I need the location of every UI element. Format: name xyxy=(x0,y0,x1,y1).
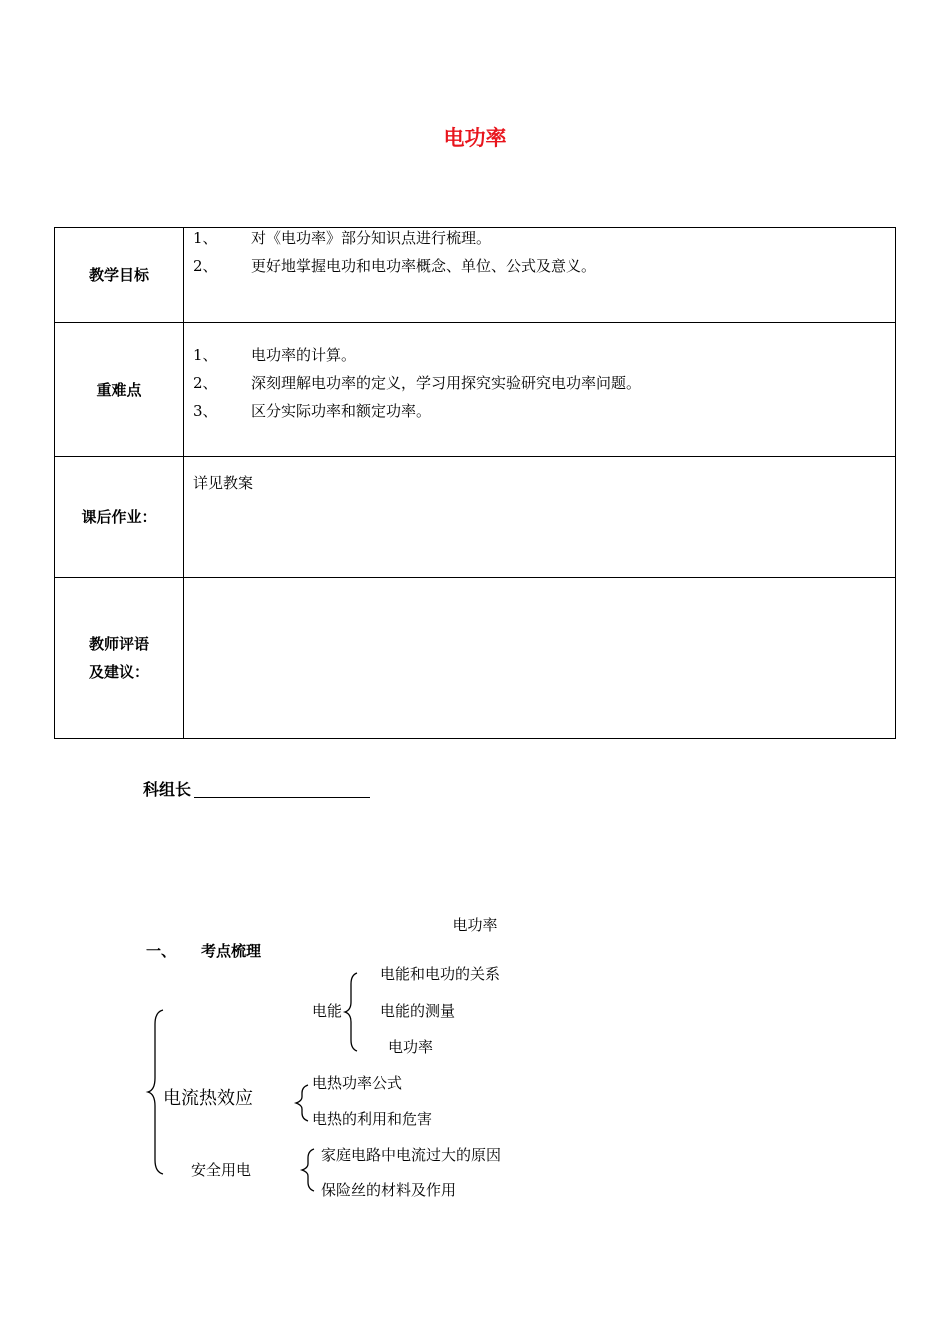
item-number: 3、 xyxy=(193,402,218,420)
brace-anquan xyxy=(302,1149,314,1191)
brace-root xyxy=(148,1010,163,1174)
item-text: 更好地掌握电功和电功率概念、单位、公式及意义。 xyxy=(251,257,597,275)
item-text: 区分实际功率和额定功率。 xyxy=(251,402,432,420)
item-number: 1、 xyxy=(193,229,218,247)
outline-root: 电流热效应 xyxy=(163,1088,253,1109)
item-number: 2、 xyxy=(193,257,218,275)
outline-item: 家庭电路中电流过大的原因 xyxy=(321,1146,502,1164)
item-number: 1、 xyxy=(193,346,218,364)
outline-node-anquan: 安全用电 xyxy=(191,1161,252,1179)
brace-dianre xyxy=(296,1085,308,1121)
outline-item: 电热的利用和危害 xyxy=(312,1110,433,1128)
subtitle: 电功率 xyxy=(452,916,498,934)
homework-text: 详见教案 xyxy=(193,474,254,492)
row-label-goals: 教学目标 xyxy=(55,228,184,323)
section-number: 一、 xyxy=(146,942,177,960)
outline-node-dianneng: 电能 xyxy=(312,1002,343,1020)
brace-dianneng xyxy=(345,973,357,1051)
outline-item: 电热功率公式 xyxy=(312,1074,403,1092)
outline-item: 电功率 xyxy=(388,1038,434,1056)
outline-item: 保险丝的材料及作用 xyxy=(321,1181,457,1199)
label-line: 教师评语 xyxy=(88,635,149,653)
outline-item: 电能和电功的关系 xyxy=(380,965,501,983)
item-text: 电功率的计算。 xyxy=(251,346,357,364)
label-line: 及建议： xyxy=(88,663,149,681)
leader-label: 科组长 xyxy=(143,780,192,799)
item-text: 深刻理解电功率的定义，学习用探究实验研究电功率问题。 xyxy=(251,374,642,392)
row-label-key-points: 重难点 xyxy=(55,323,184,457)
row-label-homework: 课后作业： xyxy=(55,457,184,578)
outline-item: 电能的测量 xyxy=(380,1002,456,1020)
section-title: 考点梳理 xyxy=(201,942,262,960)
page-title: 电功率 xyxy=(443,126,507,150)
item-number: 2、 xyxy=(193,374,218,392)
item-text: 对《电功率》部分知识点进行梳理。 xyxy=(251,229,492,247)
